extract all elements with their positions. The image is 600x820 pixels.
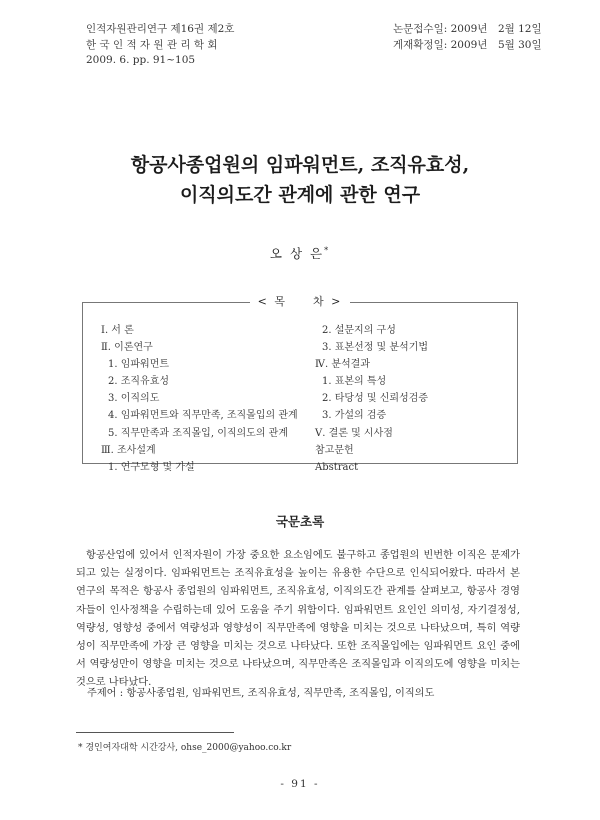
toc-item: 5. 직무만족과 조직몰입, 이직의도의 관계	[108, 427, 288, 439]
toc-heading: < 목 차 >	[250, 295, 350, 309]
toc-item: 3. 이직의도	[108, 393, 160, 405]
toc-item: 4. 임파워먼트와 직무만족, 조직몰입의 관계	[108, 410, 298, 422]
toc-item: 2. 설문지의 구성	[322, 325, 396, 336]
title-line-2: 이직의도간 관계에 관한 연구	[179, 184, 421, 206]
toc-item: Ⅱ. 이론연구	[101, 342, 153, 354]
toc-item: 1. 연구모형 및 가설	[108, 461, 195, 473]
toc-item: 3. 가설의 검증	[322, 410, 387, 422]
toc-item: Abstract	[315, 461, 359, 473]
author-footnote: * 경인여자대학 시간강사, ohse_2000@yahoo.co.kr	[78, 743, 292, 753]
paper-title	[0, 150, 600, 210]
abstract-heading: 국문초록	[275, 514, 325, 529]
toc-item: 2. 타당성 및 신뢰성검증	[322, 393, 429, 405]
accepted-date: 게재확정일: 2009년 5월 30일	[393, 38, 542, 51]
title-line-1: 항공사종업원의 임파워먼트, 조직유효성,	[130, 154, 470, 176]
toc-item: Ⅲ. 조사설계	[101, 444, 156, 456]
journal-info-line: 2009. 6. pp. 91~105	[86, 54, 196, 66]
toc-item: Ⅳ. 분석결과	[315, 359, 370, 371]
toc-item: Ⅴ. 결론 및 시사점	[315, 427, 393, 439]
author-footnote-mark: *	[324, 245, 331, 255]
received-date: 논문접수일: 2009년 2월 12일	[393, 23, 542, 35]
toc-item: 참고문헌	[315, 444, 354, 456]
journal-info-line: 인적자원관리연구 제16권 제2호	[86, 23, 235, 35]
toc-item: 1. 표본의 특성	[322, 376, 387, 388]
author	[0, 244, 600, 262]
toc-left-column	[101, 322, 298, 476]
author-name: 오 상 은	[269, 246, 325, 261]
toc-item: 1. 임파워먼트	[108, 359, 170, 371]
toc-item: 2. 조직유효성	[108, 376, 170, 388]
abstract-body: 항공산업에 있어서 인적자원이 가장 중요한 요소임에도 불구하고 종업원의 빈번한 이직은 문제가 되고 있는 실정이다. 임파워먼트는 조직유효성을 높이는 유용한 수단으로 인식되어왔다. 따라서 본 연구의 목적은 항공사 종업원의 임파워먼트, 조직유효성, 이직의도간 관계를 살펴보고, 항공사 경영자들이 인사정책을 수립하는데 있어 도움을 주기 위함이다. 임파워먼트 요인인 의미성, 자기결정성, 역량성, 영향성 중에서 역량성과 영향성이 직무만족에 영향을 미치는 것으로 나타났으며, 특히 역량성이 직무만족에 가장 큰 영향을 미치는 것으로 나타났다. 또한 조직몰입에는 임파워먼트 요인 중에서 역량성만이 영향을 미치는 것으로 나타났으며, 직무만족은 조직몰입과 이직의도에 영향을 미치는 것으로 나타났다.	[76, 550, 520, 689]
page-number: - 91 -	[280, 778, 320, 790]
journal-info-line: 한 국 인 적 자 원 관 리 학 회	[86, 38, 218, 51]
toc-item: 3. 표본선정 및 분석기법	[322, 342, 429, 354]
toc-item: Ⅰ. 서 론	[101, 325, 134, 336]
toc-right-column	[315, 322, 428, 476]
submission-dates	[393, 22, 542, 53]
keywords: 주제어 : 항공사종업원, 임파워먼트, 조직유효성, 직무만족, 조직몰입, 이직의도	[87, 688, 435, 699]
journal-info	[86, 22, 234, 69]
footnote-divider	[76, 732, 234, 733]
